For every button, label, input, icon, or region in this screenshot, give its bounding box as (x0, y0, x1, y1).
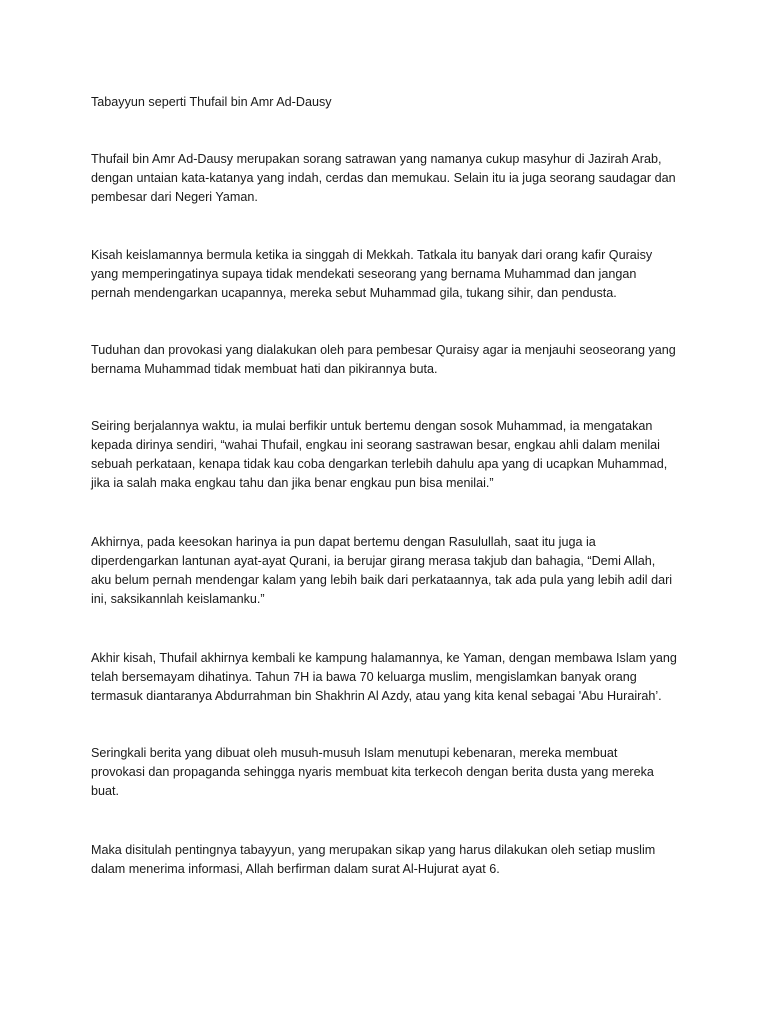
paragraph-reflection: Seiring berjalannya waktu, ia mulai berfikir untuk bertemu dengan sosok Muhammad, ia mengatakan kepada dirinya sendiri, “wahai Thufail, engkau ini seorang sastrawan besar, engkau ahli dalam menilai sebuah perkataan, kenapa tidak kau coba dengarkan terlebih dahulu apa yang di ucapkan Muhammad, jika ia salah maka engkau tahu dan jika benar engkau pun bisa menilai.” (91, 419, 668, 490)
paragraph-false-news: Seringkali berita yang dibuat oleh musuh-musuh Islam menutupi kebenaran, mereka membuat provokasi dan propaganda sehingga nyaris membuat kita terkecoh dengan berita dusta yang mereka buat. (91, 746, 654, 798)
document-title: Tabayyun seperti Thufail bin Amr Ad-Dausy (91, 95, 332, 109)
paragraph-conclusion: Maka disitulah pentingnya tabayyun, yang merupakan sikap yang harus dilakukan oleh setiap muslim dalam menerima informasi, Allah berfirman dalam surat Al-Hujurat ayat 6. (91, 843, 656, 876)
paragraph-accusations: Tuduhan dan provokasi yang dialakukan oleh para pembesar Quraisy agar ia menjauhi seoseorang yang bernama Muhammad tidak membuat hati dan pikirannya buta. (91, 343, 676, 376)
paragraph-ending: Akhir kisah, Thufail akhirnya kembali ke kampung halamannya, ke Yaman, dengan membawa Islam yang telah bersemayam dihatinya. Tahun 7H ia bawa 70 keluarga muslim, mengislamkan banyak orang termasuk diantaranya Abdurrahman bin Shakhrin Al Azdy, atau yang kita kenal sebagai 'Abu Hurairah’. (91, 651, 677, 703)
paragraph-meeting: Akhirnya, pada keesokan harinya ia pun dapat bertemu dengan Rasulullah, saat itu juga ia diperdengarkan lantunan ayat-ayat Qurani, ia berujar girang merasa takjub dan bahagia, “Demi Allah, aku belum pernah mendengar kalam yang lebih baik dari perkataannya, tak ada pula yang lebih adil dari ini, saksikannlah keislamanku.” (91, 535, 673, 606)
paragraph-conversion-story: Kisah keislamannya bermula ketika ia singgah di Mekkah. Tatkala itu banyak dari orang kafir Quraisy yang memperingatinya supaya tidak mendekati seseorang yang bernama Muhammad dan jangan pernah mendengarkan ucapannya, mereka sebut Muhammad gila, tukang sihir, dan pendusta. (91, 248, 653, 300)
paragraph-intro: Thufail bin Amr Ad-Dausy merupakan sorang satrawan yang namanya cukup masyhur di Jazirah Arab, dengan untaian kata-katanya yang indah, cerdas dan memukau. Selain itu ia juga seorang saudagar dan pembesar dari Negeri Yaman. (91, 152, 676, 204)
